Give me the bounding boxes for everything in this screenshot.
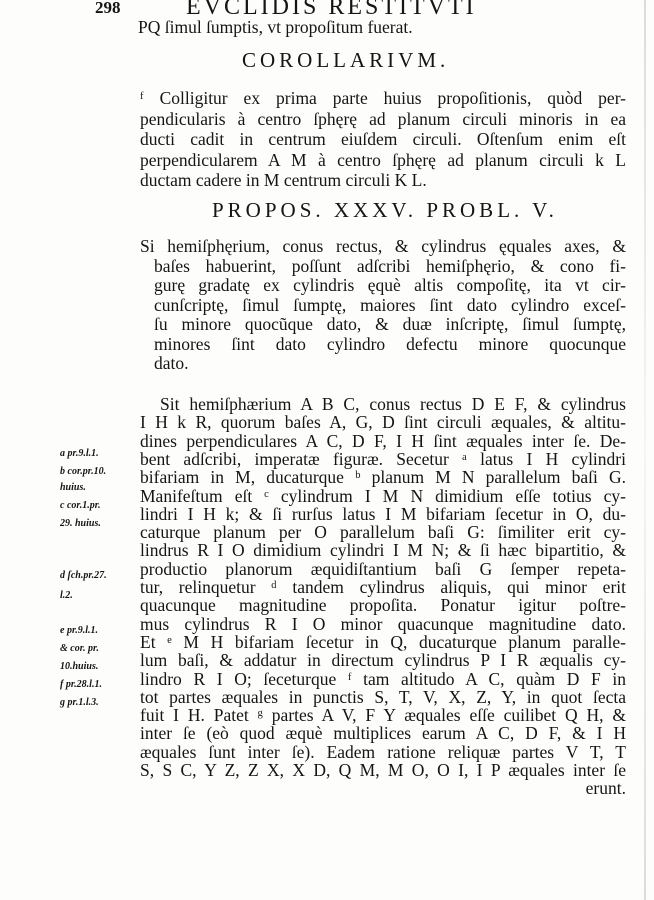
text-line: S, S C, Y Z, Z X, X D, Q M, M O, O I, I P æquales inter ſe: [140, 760, 626, 780]
text-line: lum baſi, & addatur in directum cylindrus P I R æqualis cy-: [140, 650, 626, 671]
margin-note: g pr.1.l.3.: [60, 697, 99, 708]
margin-note: l.2.: [60, 590, 73, 601]
page-number: 298: [95, 0, 121, 17]
text-line: tot partes æquales in punctis S, T, V, X, Z, Y, in quot ſecta: [140, 686, 626, 707]
text-line: dato.: [154, 353, 189, 373]
text-line: Sit hemiſphærium A B C, conus rectus D E F, & cylindrus: [160, 394, 626, 414]
proposition-heading: PROPOS. XXXV. PROBL. V.: [212, 198, 558, 222]
text-line: perpendicularem A M à centro ſphęrę ad planum circuli k L: [140, 149, 626, 170]
margin-note: b cor.pr.10.: [60, 466, 107, 477]
text-line: productio planorum æquidiſtantium baſi G ſemper repeta-: [140, 558, 626, 579]
text-line: erunt.: [585, 778, 626, 799]
text-line: lindrus R I O dimidium cylindri I M N; & ſi hæc bipartitio, &: [140, 540, 626, 561]
text-line: fuit I H. Patet ᵍ partes A V, F Y æquales eſſe cuilibet Q H, &: [140, 705, 626, 726]
margin-note: & cor. pr.: [60, 643, 99, 654]
text-line: Manifeſtum eſt ᶜ cylindrum I M N dimidium eſſe totius cy-: [140, 485, 626, 506]
margin-note: 10.huius.: [60, 661, 99, 672]
text-line: quacunque magnitudine propoſita. Ponatur igitur poſtre-: [140, 595, 626, 616]
text-line: tur, relinquetur ᵈ tandem cylindrus aliquis, qui minor erit: [140, 577, 626, 597]
text-line: Et ᵉ M H bifariam ſecetur in Q, ducaturque planum paralle-: [140, 631, 626, 652]
text-line: baſes habuerint, poſſunt adſcribi hemiſphęrio, & cono fi-: [154, 255, 626, 276]
text-line: mus cylindrus R I O minor quacunque magnitudine dato.: [140, 613, 626, 634]
text-line: caturque planum per O parallelum baſi G: ſimiliter erit cy-: [140, 522, 626, 543]
text-line: lindri I H k; & ſi rurſus latus I M bifariam ſecetur in O, du-: [140, 503, 626, 524]
text-line: pendicularis à centro ſphęrę ad planum circuli minoris in ea: [140, 108, 626, 129]
text-line: I H k R, quorum baſes A, G, D ſint circuli æquales, & altitu-: [140, 412, 626, 433]
text-line: inter ſe (eò quod æquè multiplices earum A C, D F, & I H: [140, 723, 626, 744]
margin-note: f pr.28.l.1.: [60, 679, 102, 690]
text-line: ductam cadere in M centrum circuli K L.: [140, 170, 427, 190]
carryover-line: PQ ſimul ſumptis, vt propoſitum fuerat.: [138, 17, 413, 37]
text-line: cunſcriptę, ſimul ſumptę, maiores ſint dato cylindro exceſ-: [154, 294, 626, 315]
text-line: ſu minore quocũque dato, & duæ inſcriptę, ſimul ſumptę,: [154, 314, 626, 334]
text-line: gurę gradatę ex cylindris ęquè altis compoſitę, ita vt cir-: [154, 275, 626, 295]
margin-note: a pr.9.l.1.: [60, 448, 99, 459]
running-title: EVCLIDIS RESTITVTI: [186, 0, 477, 20]
page-edge: [644, 0, 646, 900]
text-line: ducti cadit in centrum eiuſdem circuli. Oſtenſum enim eſt: [140, 129, 626, 149]
corollary-heading: COROLLARIVM.: [242, 48, 450, 72]
margin-note: 29. huius.: [60, 518, 101, 529]
text-line: lindro R I O; ſeceturque ᶠ tam altitudo A C, quàm D F in: [140, 668, 626, 689]
margin-note: huius.: [60, 482, 86, 493]
text-line: ᶠ Colligitur ex prima parte huius propoſitionis, quòd per-: [140, 88, 626, 108]
text-line: minores ſint dato cylindro defectu minore quocunque: [154, 333, 626, 354]
text-line: dines perpendiculares A C, D F, I H ſint æquales inter ſe. De-: [140, 430, 626, 451]
text-line: bent adſcribi, imperatæ figuræ. Secetur ᵃ latus I H cylindri: [140, 448, 626, 469]
text-line: æquales ſunt inter ſe). Eadem ratione reliquæ partes V T, T: [140, 741, 626, 762]
text-line: Si hemiſphęrium, conus rectus, & cylindrus ęquales axes, &: [140, 236, 626, 256]
margin-note: d ſch.pr.27.: [60, 570, 107, 581]
margin-note: e pr.9.l.1.: [60, 625, 99, 636]
text-line: bifariam in M, ducaturque ᵇ planum M N parallelum baſi G.: [140, 467, 626, 488]
margin-note: c cor.1.pr.: [60, 500, 101, 511]
